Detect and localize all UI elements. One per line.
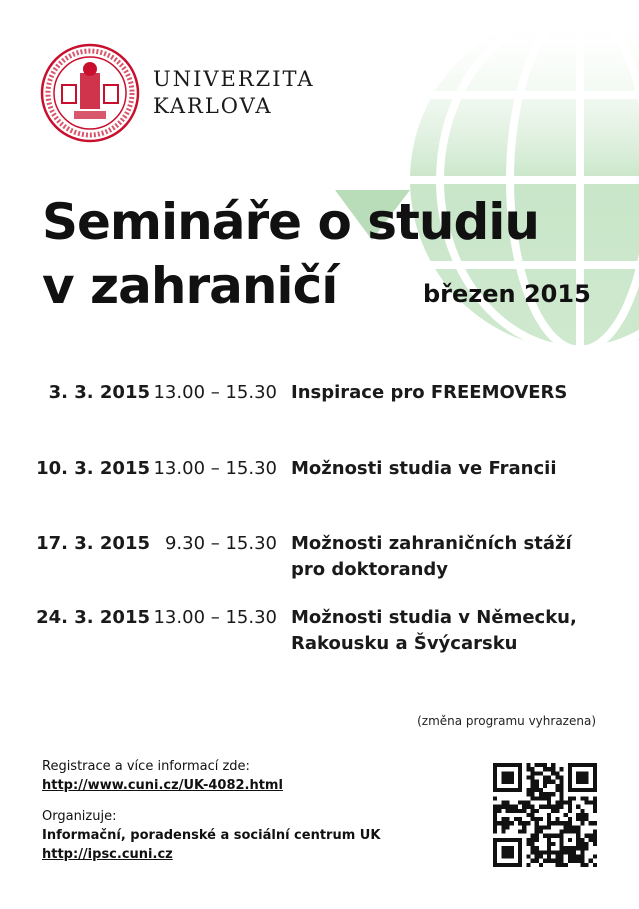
university-name <box>153 66 315 120</box>
session-topic: Inspirace pro FREEMOVERS <box>291 382 568 403</box>
university-name-line1: UNIVERZITA <box>153 67 315 91</box>
month-label: březen 2015 <box>423 280 591 308</box>
session-time: 13.00 – 15.30 <box>153 458 277 479</box>
registration-label: Registrace a více informací zde: <box>42 759 250 774</box>
session-topic: Možnosti studia ve Francii <box>291 458 557 479</box>
session-time: 13.00 – 15.30 <box>153 607 277 628</box>
organizer-name: Informační, poradenské a sociální centrum UK <box>42 828 381 843</box>
session-topic: Možnosti studia v Německu, Rakousku a Švýcarsku <box>291 607 577 654</box>
poster-title-line1: Semináře o studiu <box>42 193 540 251</box>
registration-link[interactable]: http://www.cuni.cz/UK-4082.html <box>42 778 283 793</box>
session-date: 3. 3. 2015 <box>48 382 150 403</box>
program-change-note: (změna programu vyhrazena) <box>417 714 596 728</box>
session-topic: Možnosti zahraničních stáží pro doktorandy <box>291 533 572 580</box>
poster-title-line2: v zahraničí <box>42 257 338 315</box>
session-date: 17. 3. 2015 <box>36 533 150 554</box>
organizer-label: Organizuje: <box>42 809 117 824</box>
session-date: 24. 3. 2015 <box>36 607 150 628</box>
session-time: 9.30 – 15.30 <box>164 533 277 554</box>
session-time: 13.00 – 15.30 <box>153 382 277 403</box>
footer-info <box>42 757 380 864</box>
organizer-link[interactable]: http://ipsc.cuni.cz <box>42 847 173 862</box>
university-name-line2: KARLOVA <box>153 94 273 118</box>
university-seal-icon <box>40 43 140 143</box>
qr-code-icon <box>493 763 597 867</box>
session-date: 10. 3. 2015 <box>36 458 150 479</box>
